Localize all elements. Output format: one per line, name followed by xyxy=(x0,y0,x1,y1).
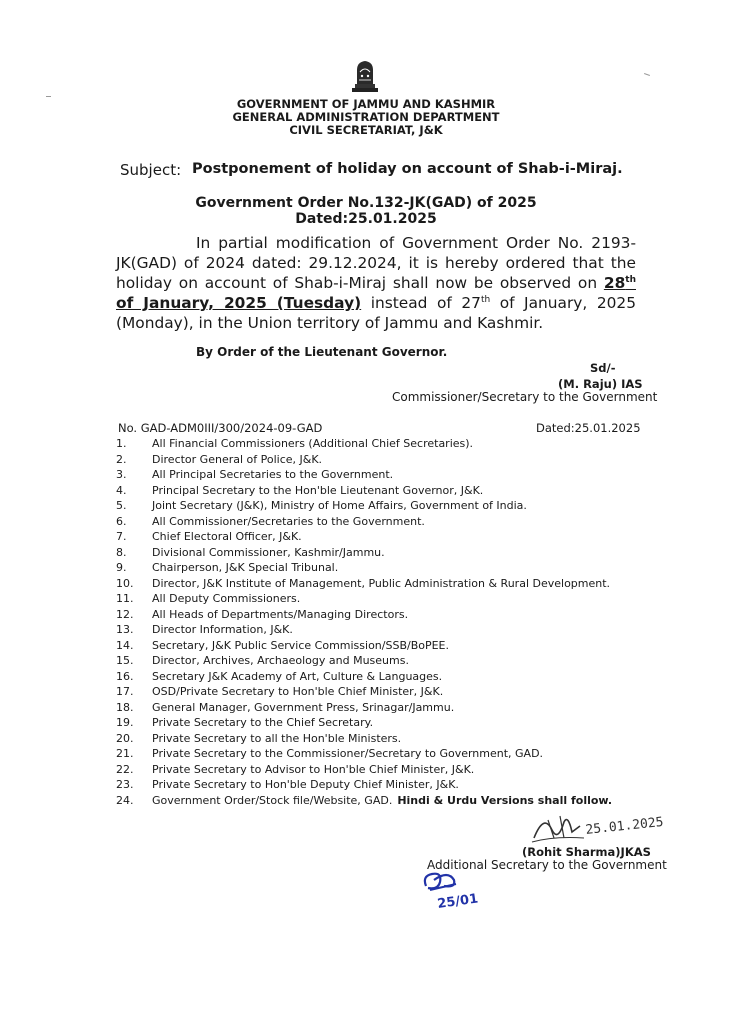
distribution-item-text: Chairperson, J&K Special Tribunal. xyxy=(152,561,339,574)
distribution-item xyxy=(116,731,636,747)
distribution-item-number: 13. xyxy=(116,623,134,636)
distribution-item xyxy=(116,436,636,452)
signatory2-name: (Rohit Sharma)JKAS xyxy=(522,845,651,859)
body-old-sup: th xyxy=(480,294,491,305)
order-number: Government Order No.132-JK(GAD) of 2025 xyxy=(195,195,537,211)
distribution-item-text: Director General of Police, J&K. xyxy=(152,452,323,466)
versions-note: Hindi & Urdu Versions shall follow. xyxy=(397,793,613,807)
distribution-item xyxy=(116,452,636,468)
scan-speck xyxy=(46,96,51,97)
reference-number: No. GAD-ADM0III/300/2024-09-GAD xyxy=(118,421,323,435)
distribution-item-number: 5. xyxy=(116,499,127,512)
header-department: GENERAL ADMINISTRATION DEPARTMENT xyxy=(232,110,500,124)
distribution-item-text: All Commissioner/Secretaries to the Government. xyxy=(152,514,425,528)
distribution-item xyxy=(116,715,636,731)
distribution-item-number: 11. xyxy=(116,592,134,605)
receipt-initials-stamp xyxy=(420,866,490,914)
distribution-item-text: Secretary, J&K Public Service Commission/SSB/BoPEE. xyxy=(152,638,450,652)
distribution-item xyxy=(116,560,636,576)
order-body xyxy=(116,233,636,333)
distribution-item-number: 17. xyxy=(116,685,134,698)
distribution-item-number: 1. xyxy=(116,437,127,450)
distribution-item xyxy=(116,607,636,623)
subject-label: Subject: xyxy=(120,161,182,179)
distribution-item xyxy=(116,669,636,685)
distribution-item xyxy=(116,762,636,778)
distribution-item xyxy=(116,467,636,483)
distribution-list xyxy=(116,436,636,808)
distribution-item-text: Principal Secretary to the Hon'ble Lieutenant Governor, J&K. xyxy=(152,483,484,497)
distribution-item-text: Director, Archives, Archaeology and Museums. xyxy=(152,654,409,667)
distribution-item xyxy=(116,746,636,762)
body-part1: In partial modification of Government Order No. 2193-JK(GAD) of 2024 dated: 29.12.2024, it is hereby ordered that the holiday on account of Shab-i-Miraj shall now be observed on xyxy=(116,234,636,292)
distribution-item-text: Divisional Commissioner, Kashmir/Jammu. xyxy=(152,545,385,559)
reference-date: Dated:25.01.2025 xyxy=(536,421,641,435)
state-emblem-icon xyxy=(346,58,384,94)
distribution-item-number: 23. xyxy=(116,778,134,791)
distribution-item-number: 12. xyxy=(116,607,134,621)
distribution-item-number: 8. xyxy=(116,545,127,559)
signed-mark: Sd/- xyxy=(590,361,616,375)
distribution-item-number: 18. xyxy=(116,700,134,714)
distribution-item-number: 15. xyxy=(116,654,134,667)
distribution-item xyxy=(116,514,636,530)
distribution-item xyxy=(116,622,636,638)
distribution-item-text: OSD/Private Secretary to Hon'ble Chief Minister, J&K. xyxy=(152,685,444,698)
distribution-item-text: All Deputy Commissioners. xyxy=(152,592,301,605)
distribution-item-number: 9. xyxy=(116,561,127,574)
distribution-item-number: 20. xyxy=(116,731,134,745)
signatory2-designation: Additional Secretary to the Government xyxy=(427,858,667,872)
header-government: GOVERNMENT OF JAMMU AND KASHMIR xyxy=(236,97,496,111)
distribution-item xyxy=(116,591,636,607)
distribution-item-text: Secretary J&K Academy of Art, Culture & Languages. xyxy=(152,669,443,683)
distribution-item-text: Director Information, J&K. xyxy=(152,623,293,636)
distribution-item-text: Private Secretary to the Chief Secretary. xyxy=(152,716,374,729)
header-secretariat: CIVIL SECRETARIAT, J&K xyxy=(289,123,443,137)
distribution-item-number: 6. xyxy=(116,514,127,528)
authority-line: By Order of the Lieutenant Governor. xyxy=(196,345,448,359)
handwritten-date: 25.01.2025 xyxy=(584,814,665,838)
signatory1-name: (M. Raju) IAS xyxy=(558,377,643,391)
new-holiday-date: 28th of January, 2025 (Tuesday) xyxy=(116,274,636,312)
distribution-item-number: 14. xyxy=(116,638,134,652)
distribution-item-number: 10. xyxy=(116,576,134,590)
distribution-item-number: 24. xyxy=(116,793,134,807)
distribution-item-text: Private Secretary to Hon'ble Deputy Chief Minister, J&K. xyxy=(152,778,459,791)
distribution-item xyxy=(116,483,636,499)
distribution-item-text: General Manager, Government Press, Srinagar/Jammu. xyxy=(152,700,455,714)
distribution-item xyxy=(116,684,636,700)
distribution-item-text: Private Secretary to all the Hon'ble Ministers. xyxy=(152,731,402,745)
distribution-item xyxy=(116,777,636,793)
distribution-item-text: All Principal Secretaries to the Government. xyxy=(152,468,394,481)
body-part3: of January, 2025 (Monday), in the Union territory of Jammu and Kashmir. xyxy=(116,294,636,332)
distribution-item xyxy=(116,653,636,669)
scan-speck xyxy=(644,73,650,76)
distribution-item-number: 21. xyxy=(116,747,134,760)
distribution-item-text: Government Order/Stock file/Website, GAD. xyxy=(152,793,393,807)
distribution-item-number: 22. xyxy=(116,762,134,776)
distribution-item-number: 16. xyxy=(116,669,134,683)
signatory1-designation: Commissioner/Secretary to the Government xyxy=(392,390,658,404)
distribution-item-number: 3. xyxy=(116,468,127,481)
distribution-item-text: Chief Electoral Officer, J&K. xyxy=(152,530,302,543)
order-date: Dated:25.01.2025 xyxy=(295,211,437,227)
distribution-item-number: 19. xyxy=(116,716,134,729)
distribution-item-text: Private Secretary to the Commissioner/Secretary to Government, GAD. xyxy=(152,747,544,760)
distribution-item xyxy=(116,576,636,592)
distribution-item xyxy=(116,638,636,654)
distribution-item xyxy=(116,498,636,514)
handwritten-signature xyxy=(524,808,694,848)
distribution-item-text: Director, J&K Institute of Management, Public Administration & Rural Development. xyxy=(152,576,611,590)
distribution-item xyxy=(116,793,636,809)
distribution-item xyxy=(116,545,636,561)
stamp-date: 25/01 xyxy=(436,891,480,912)
distribution-item-text: Joint Secretary (J&K), Ministry of Home Affairs, Government of India. xyxy=(152,499,527,512)
distribution-item-text: Private Secretary to Advisor to Hon'ble Chief Minister, J&K. xyxy=(152,762,475,776)
distribution-item-text: All Heads of Departments/Managing Directors. xyxy=(152,607,409,621)
distribution-item-number: 4. xyxy=(116,483,127,497)
distribution-item xyxy=(116,700,636,716)
subject-text: Postponement of holiday on account of Shab-i-Miraj. xyxy=(192,161,623,177)
distribution-item-text: All Financial Commissioners (Additional Chief Secretaries). xyxy=(152,437,474,450)
distribution-item xyxy=(116,529,636,545)
distribution-item-number: 7. xyxy=(116,530,127,543)
body-part2: instead of 27 xyxy=(361,294,481,312)
distribution-item-number: 2. xyxy=(116,452,127,466)
